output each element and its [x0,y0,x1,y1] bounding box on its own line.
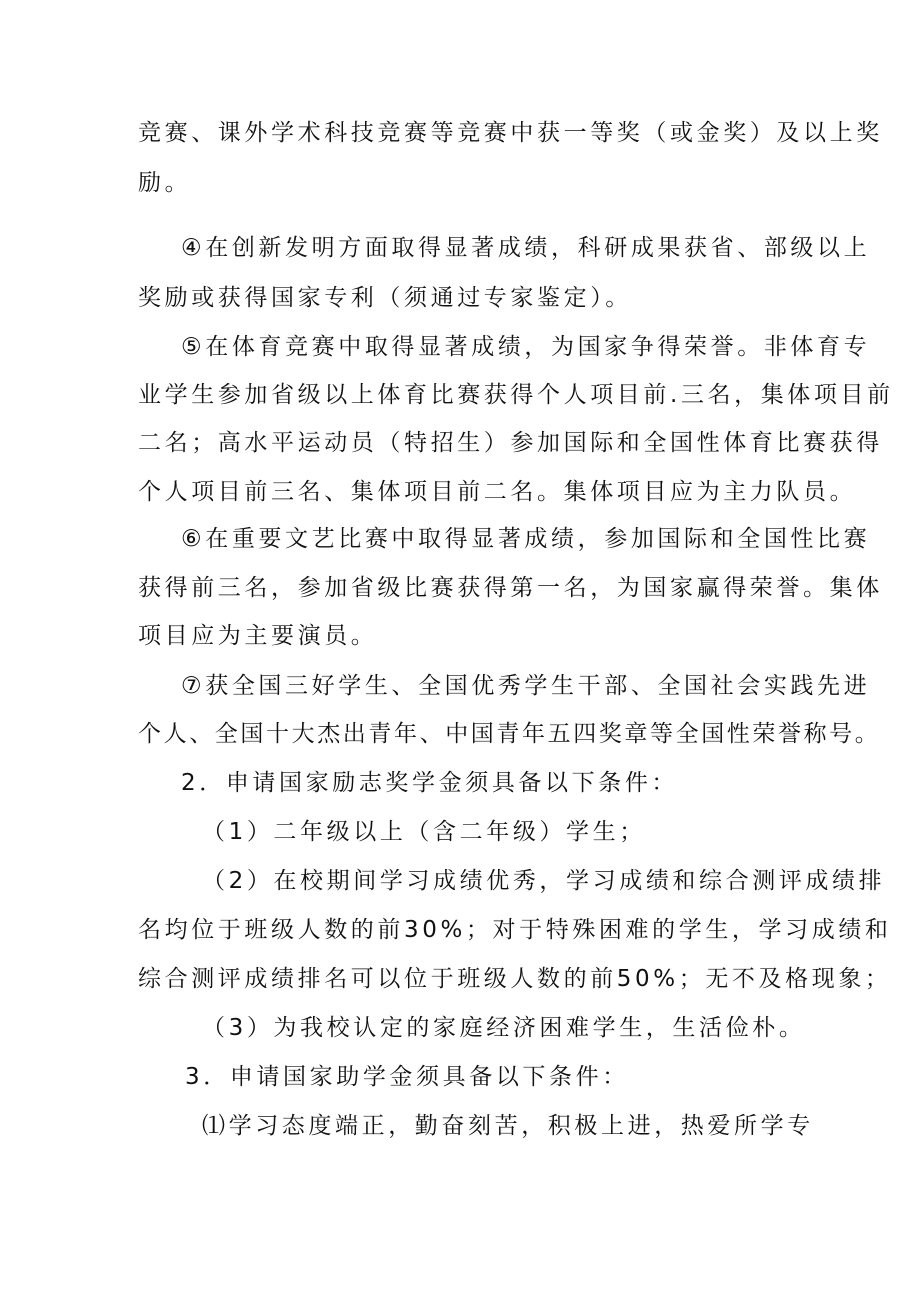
text-line: ⑥在重要文艺比赛中取得显著成绩，参加国际和全国性比赛 [181,526,871,552]
text-line: 综合测评成绩排名可以位于班级人数的前50%；无不及格现象； [138,966,892,992]
text-line: ④在创新发明方面取得显著成绩，科研成果获省、部级以上 [181,235,871,261]
text-line: 业学生参加省级以上体育比赛获得个人项目前.三名，集体项目前 [138,382,894,408]
section-heading: 2．申请国家励志奖学金须具备以下条件： [181,770,679,796]
text-line: ⑤在体育竞赛中取得显著成绩，为国家争得荣誉。非体育专 [181,334,871,360]
text-line: 个人、全国十大杰出青年、中国青年五四奖章等全国性荣誉称号。 [138,721,881,747]
list-item: ⑴学习态度端正，勤奋刻苦，积极上进，热爱所学专 [202,1113,814,1139]
text-line: 名均位于班级人数的前30%；对于特殊困难的学生，学习成绩和 [138,917,892,943]
text-line: ⑦获全国三好学生、全国优秀学生干部、全国社会实践先进 [181,673,871,699]
list-item: （2）在校期间学习成绩优秀，学习成绩和综合测评成绩排 [202,868,886,894]
text-line: 奖励或获得国家专利（须通过专家鉴定）。 [138,285,632,311]
text-line: 项目应为主要演员。 [138,623,378,649]
list-item: （3）为我校认定的家庭经济困难学生，生活俭朴。 [202,1015,806,1041]
section-heading: 3．申请国家助学金须具备以下条件： [185,1064,629,1090]
text-line: 励。 [138,170,192,196]
text-line: 竞赛、课外学术科技竞赛等竞赛中获一等奖（或金奖）及以上奖 [138,120,883,146]
list-item: （1）二年级以上（含二年级）学生； [202,819,646,845]
text-line: 二名；高水平运动员（特招生）参加国际和全国性体育比赛获得 [138,430,883,456]
text-line: 个人项目前三名、集体项目前二名。集体项目应为主力队员。 [138,479,857,505]
text-line: 获得前三名，参加省级比赛获得第一名，为国家赢得荣誉。集体 [138,575,883,601]
